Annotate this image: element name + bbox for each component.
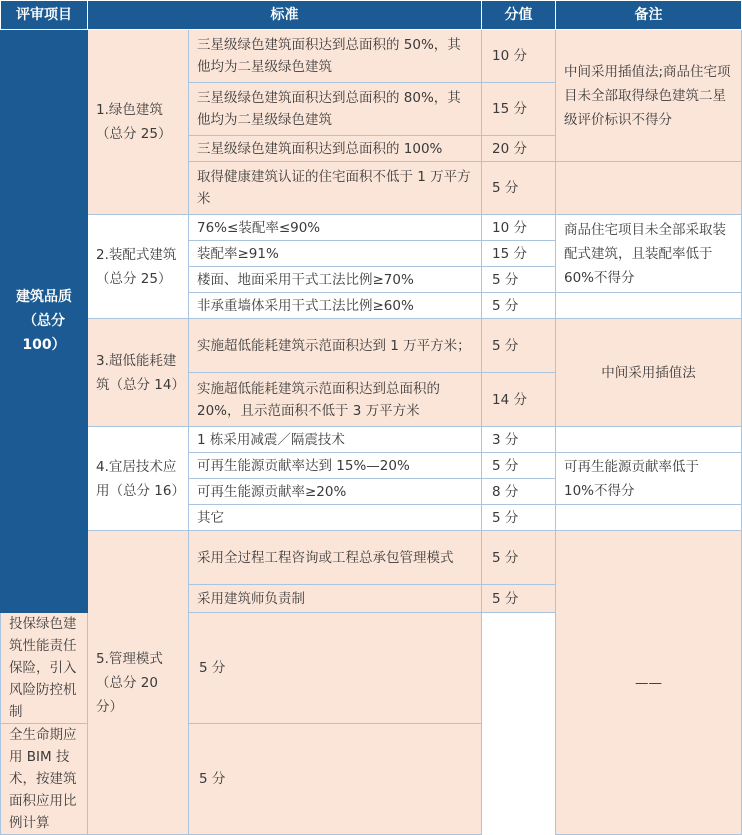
category-line: 100） [22, 337, 66, 353]
score-cell: 8 分 [482, 479, 556, 505]
group-name: 5.管理模式（总分 20 分） [88, 531, 189, 835]
table-row [1, 427, 742, 453]
standard-cell: 三星级绿色建筑面积达到总面积的 100% [189, 136, 482, 162]
standard-cell: 1 栋采用减震／隔震技术 [189, 427, 482, 453]
score-cell: 5 分 [482, 267, 556, 293]
score-cell: 5 分 [189, 613, 482, 724]
score-cell: 5 分 [482, 162, 556, 215]
note-cell-empty [556, 293, 742, 319]
table-row [1, 319, 742, 373]
standard-cell: 三星级绿色建筑面积达到总面积的 50%，其他均为二星级绿色建筑 [189, 30, 482, 83]
standard-cell: 三星级绿色建筑面积达到总面积的 80%，其他均为二星级绿色建筑 [189, 83, 482, 136]
standard-cell: 采用全过程工程咨询或工程总承包管理模式 [189, 531, 482, 585]
standard-cell: 可再生能源贡献率≥20% [189, 479, 482, 505]
score-cell: 10 分 [482, 30, 556, 83]
header-row [1, 1, 742, 30]
standard-cell: 76%≤装配率≤90% [189, 215, 482, 241]
standard-cell: 可再生能源贡献率达到 15%—20% [189, 453, 482, 479]
standard-cell: 取得健康建筑认证的住宅面积不低于 1 万平方米 [189, 162, 482, 215]
score-cell: 5 分 [482, 531, 556, 585]
standard-cell: 其它 [189, 505, 482, 531]
table-row [1, 30, 742, 83]
note-cell: 中间采用插值法;商品住宅项目未全部取得绿色建筑二星级评价标识不得分 [556, 30, 742, 162]
score-cell: 5 分 [482, 293, 556, 319]
note-cell-empty [556, 162, 742, 215]
note-cell: 商品住宅项目未全部采取装配式建筑，且装配率低于 60%不得分 [556, 215, 742, 293]
standard-cell: 实施超低能耗建筑示范面积达到总面积的 20%，且示范面积不低于 3 万平方米 [189, 373, 482, 427]
score-cell: 14 分 [482, 373, 556, 427]
score-cell: 5 分 [482, 319, 556, 373]
group-name: 4.宜居技术应用（总分 16） [88, 427, 189, 531]
category-line: （总分 [23, 313, 65, 329]
header-category: 评审项目 [1, 1, 88, 30]
header-standard: 标准 [88, 1, 482, 30]
score-cell: 5 分 [189, 724, 482, 835]
standard-cell: 采用建筑师负责制 [189, 585, 482, 613]
score-cell: 5 分 [482, 505, 556, 531]
note-cell: —— [556, 531, 742, 835]
standard-cell: 投保绿色建筑性能责任保险，引入风险防控机制 [1, 613, 88, 724]
score-cell: 5 分 [482, 453, 556, 479]
category-line: 建筑品质 [16, 289, 72, 305]
score-cell: 15 分 [482, 241, 556, 267]
group-name: 3.超低能耗建筑（总分 14） [88, 319, 189, 427]
note-cell-empty [556, 505, 742, 531]
score-cell: 15 分 [482, 83, 556, 136]
score-cell: 5 分 [482, 585, 556, 613]
note-cell: 可再生能源贡献率低于 10%不得分 [556, 453, 742, 505]
standard-cell: 实施超低能耗建筑示范面积达到 1 万平方米； [189, 319, 482, 373]
category-cell [1, 30, 88, 613]
table-row [1, 531, 742, 585]
standard-cell: 全生命期应用 BIM 技术，按建筑面积应用比例计算 [1, 724, 88, 835]
score-cell: 3 分 [482, 427, 556, 453]
score-cell: 20 分 [482, 136, 556, 162]
group-name: 1.绿色建筑（总分 25） [88, 30, 189, 215]
header-note: 备注 [556, 1, 742, 30]
standard-cell: 非承重墙体采用干式工法比例≥60% [189, 293, 482, 319]
group-name: 2.装配式建筑（总分 25） [88, 215, 189, 319]
standard-cell: 装配率≥91% [189, 241, 482, 267]
table-row [1, 215, 742, 241]
note-cell-empty [556, 427, 742, 453]
score-cell: 10 分 [482, 215, 556, 241]
standard-cell: 楼面、地面采用干式工法比例≥70% [189, 267, 482, 293]
note-cell: 中间采用插值法 [556, 319, 742, 427]
header-score: 分值 [482, 1, 556, 30]
